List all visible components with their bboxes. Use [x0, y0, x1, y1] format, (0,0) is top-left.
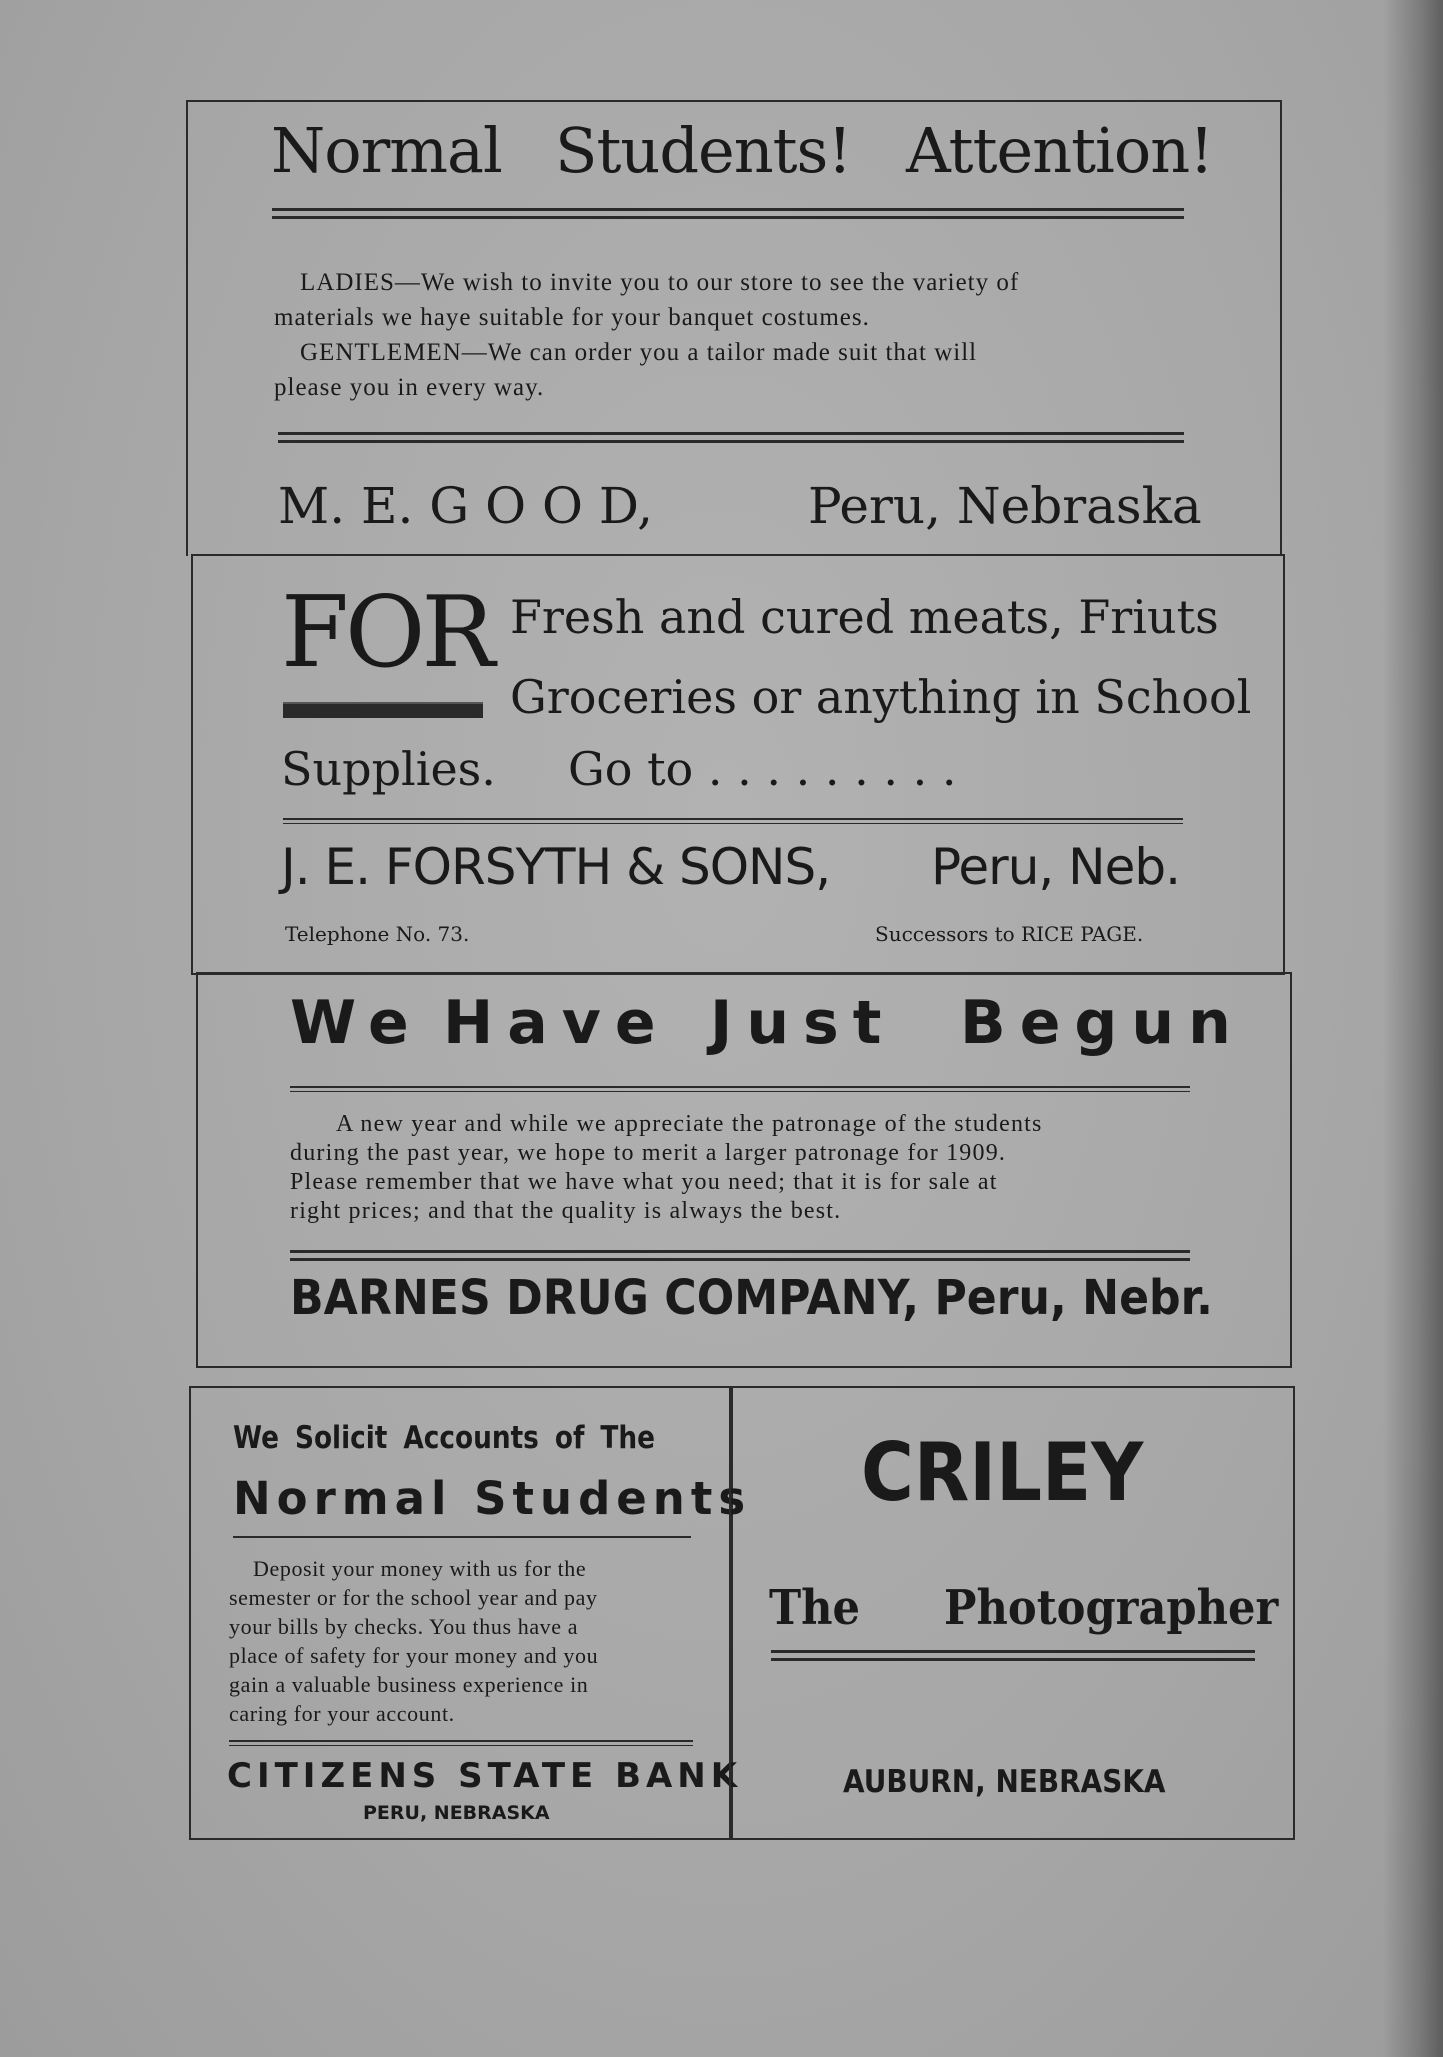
- criley-photographer: Photographer: [944, 1580, 1279, 1636]
- ladies-text-line-1: LADIES—We wish to invite you to our store to see the variety of: [300, 269, 1020, 296]
- merchant-name: J. E. FORSYTH & SONS,: [281, 838, 831, 896]
- criley-name: CRILEY: [861, 1426, 1144, 1519]
- merchant-signature: BARNES DRUG COMPANY, Peru, Nebr.: [290, 1270, 1213, 1326]
- bank-body-line-1: Deposit your money with us for the: [253, 1556, 587, 1581]
- forsyth-advertisement: [191, 554, 1285, 975]
- barnes-advertisement: [196, 972, 1292, 1368]
- divider: [233, 1536, 691, 1538]
- headline-just: Just: [710, 988, 896, 1058]
- ladies-text-line-2: materials we haye suitable for your banquet costumes.: [274, 304, 870, 331]
- divider: [272, 208, 1184, 219]
- divider: [229, 1740, 693, 1746]
- headline-we: We: [290, 988, 423, 1058]
- goods-line-2: Groceries or anything in School: [510, 670, 1252, 724]
- for-heading: FOR: [281, 576, 492, 690]
- divider: [290, 1250, 1190, 1261]
- telephone-number: Telephone No. 73.: [285, 922, 470, 946]
- bank-name: CITIZENS STATE BANK: [227, 1756, 743, 1796]
- bank-body-line-6: caring for your account.: [229, 1701, 455, 1726]
- merchant-location: Peru, Nebraska: [808, 477, 1202, 535]
- body-line-1: A new year and while we appreciate the patronage of the students: [336, 1111, 1043, 1137]
- bank-body-line-2: semester or for the school year and pay: [229, 1585, 598, 1610]
- bank-body-line-5: gain a valuable business experience in: [229, 1672, 589, 1697]
- good-advertisement: [186, 100, 1282, 556]
- bank-advertisement: [189, 1386, 752, 1840]
- body-line-4: right prices; and that the quality is always the best.: [290, 1198, 842, 1224]
- bank-body-line-4: place of safety for your money and you: [229, 1643, 599, 1668]
- bank-location: PERU, NEBRASKA: [363, 1802, 550, 1824]
- bank-headline-line-2: Normal Students: [233, 1472, 752, 1525]
- headline-normal: Normal: [271, 114, 502, 187]
- headline-have: Have: [443, 988, 670, 1058]
- merchant-location: Peru, Neb.: [931, 838, 1180, 896]
- body-line-3: Please remember that we have what you need; that it is for sale at: [290, 1169, 998, 1195]
- divider: [771, 1650, 1255, 1661]
- for-underline-bar: [283, 702, 483, 718]
- goods-line-3: Supplies.: [281, 742, 496, 796]
- headline-begun: Begun: [960, 988, 1245, 1058]
- criley-advertisement: [729, 1386, 1295, 1840]
- divider: [283, 818, 1183, 824]
- go-to-text: Go to . . . . . . . . .: [568, 742, 957, 796]
- divider: [278, 432, 1184, 443]
- headline-attention: Attention!: [906, 114, 1214, 187]
- body-line-2: during the past year, we hope to merit a larger patronage for 1909.: [290, 1140, 1007, 1166]
- gentlemen-text-line-1: GENTLEMEN—We can order you a tailor made suit that will: [300, 339, 978, 366]
- successors-note: Successors to RICE PAGE.: [875, 922, 1144, 946]
- bank-headline-line-1: We Solicit Accounts of The: [233, 1420, 655, 1456]
- divider: [290, 1086, 1190, 1092]
- criley-the: The: [769, 1580, 861, 1636]
- merchant-name: M. E. G O O D,: [278, 477, 654, 535]
- gentlemen-text-line-2: please you in every way.: [274, 374, 545, 401]
- page-edge-shadow: [1383, 0, 1443, 2057]
- criley-location: AUBURN, NEBRASKA: [843, 1764, 1166, 1800]
- bank-body-line-3: your bills by checks. You thus have a: [229, 1614, 579, 1639]
- headline-students: Students!: [555, 114, 852, 187]
- goods-line-1: Fresh and cured meats, Friuts: [510, 590, 1219, 644]
